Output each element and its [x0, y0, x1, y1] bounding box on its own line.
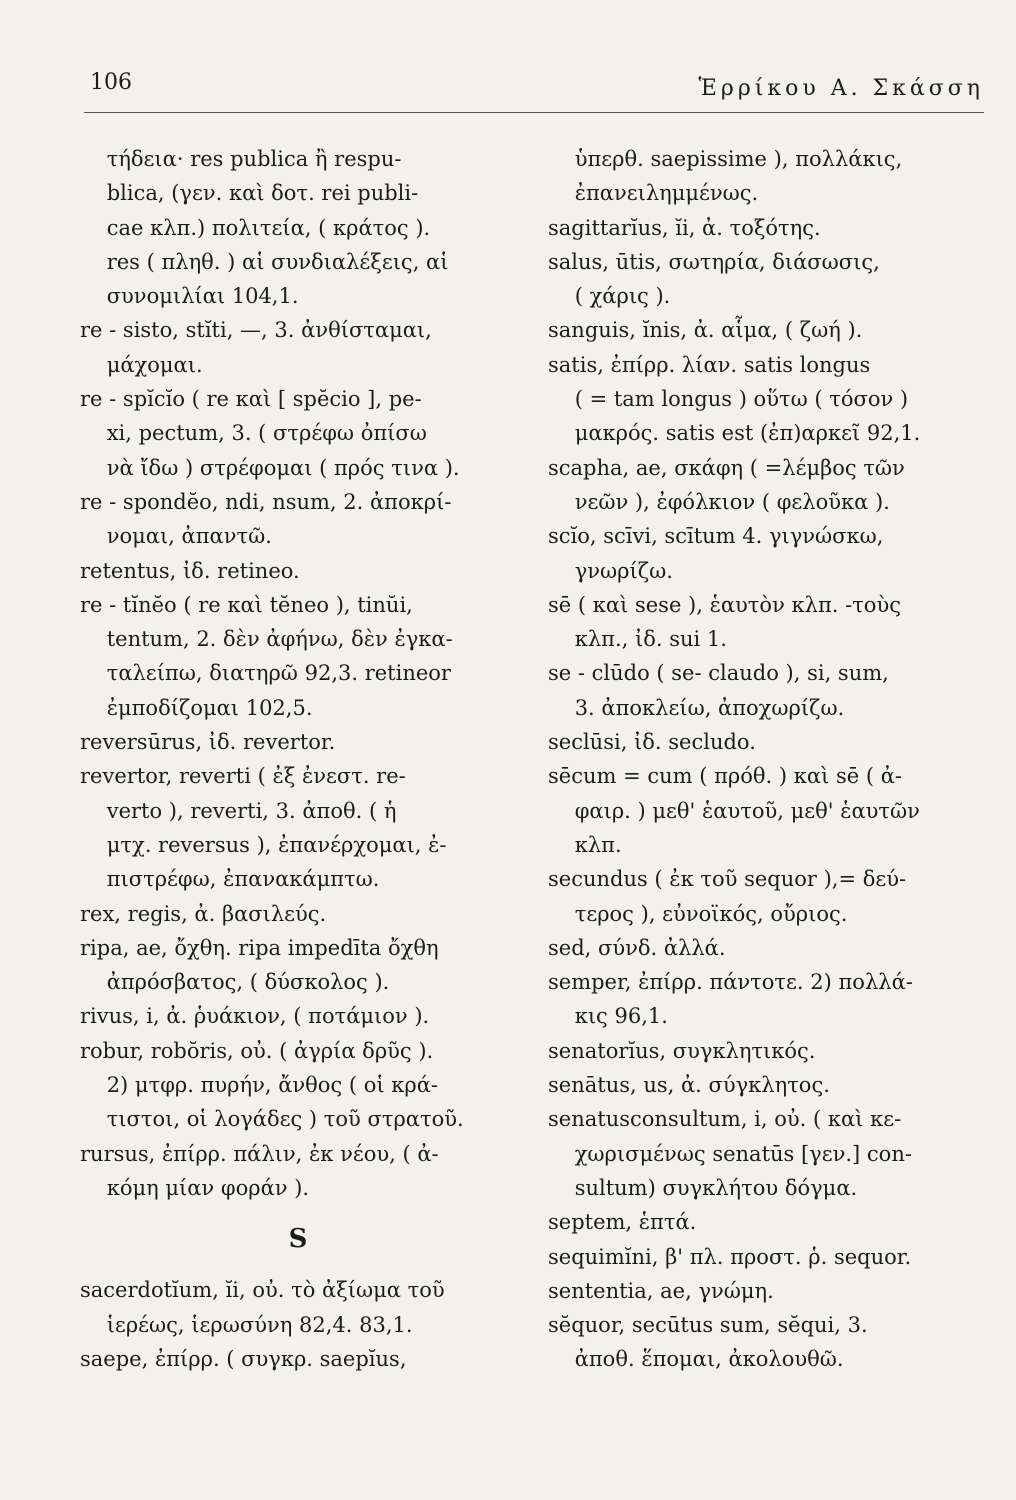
entry-line: robur, robŏris, οὐ. ( ἀγρία δρῦς ). [80, 1038, 434, 1063]
left-column [80, 142, 516, 1376]
header-rule [84, 112, 984, 113]
entry-line: μάχομαι. [80, 352, 203, 377]
entry-line: ταλείπω, διατηρῶ 92,3. retineor [80, 661, 451, 686]
entry-line: se - clūdo ( se- claudo ), si, sum, [548, 661, 889, 686]
entry-line: verto ), reverti, 3. ἀποθ. ( ἡ [80, 798, 397, 823]
entry-line: scĭo, scīvi, scītum 4. γιγνώσκω, [548, 524, 884, 549]
section-letter: S [288, 1224, 308, 1255]
entry-line: sententia, ae, γνώμη. [548, 1278, 774, 1303]
entry-line: sĕquor, secūtus sum, sĕqui, 3. [548, 1313, 868, 1338]
entry-line: τερος ), εὐνοϊκός, οὔριος. [548, 901, 848, 926]
entry-line: νεῶν ), ἐφόλκιον ( φελοῦκα ). [548, 489, 890, 514]
entry-line: sagittarĭus, ĭi, ἀ. τοξότης. [548, 215, 821, 240]
entry-line: sultum) συγκλήτου δόγμα. [548, 1175, 858, 1200]
entry-line: re - tĭnĕo ( re καὶ tĕneo ), tinŭi, [80, 592, 413, 617]
entry-line: ὑπερθ. saepissime ), πολλάκις, [548, 147, 903, 171]
entry-line: τιστοι, οἱ λογάδες ) τοῦ στρατοῦ. [80, 1107, 464, 1132]
entry-line: κλπ., ἰδ. sui 1. [548, 627, 727, 652]
entry-line: sanguis, ĭnis, ἀ. αἷμα, ( ζωή ). [548, 318, 863, 343]
entry-line: blica, (γεν. καὶ δοτ. rei publi- [80, 181, 419, 206]
entry-line: ἀποθ. ἕπομαι, ἀκολουθῶ. [548, 1347, 844, 1372]
entry-line: μακρός. satis est (ἐπ)αρκεῖ 92,1. [548, 421, 921, 446]
entry-line: re - sisto, stĭti, —, 3. ἀνθίσταμαι, [80, 318, 432, 343]
entry-line: xi, pectum, 3. ( στρέφω ὀπίσω [80, 421, 427, 446]
entry-line: revertor, reverti ( ἐξ ἐνεστ. re- [80, 764, 406, 789]
entry-line: κλπ. [548, 832, 622, 857]
entry-line: senatorĭus, συγκλητικός. [548, 1038, 816, 1063]
entry-line: ἱερέως, ἱερωσύνη 82,4. 83,1. [80, 1312, 413, 1337]
page-number: 106 [90, 70, 132, 95]
entry-line: res ( πληθ. ) αἱ συνδιαλέξεις, αἱ [80, 249, 449, 274]
entry-line: septem, ἑπτά. [548, 1210, 697, 1235]
entry-line: seclūsi, ἰδ. secludo. [548, 730, 756, 755]
entry-line: 3. ἀποκλείω, ἀποχωρίζω. [548, 695, 845, 720]
entry-line: 2) μτφρ. πυρήν, ἄνθος ( οἱ κρά- [80, 1073, 439, 1098]
entry-line: γνωρίζω. [548, 558, 673, 583]
entry-line: φαιρ. ) μεθ' ἑαυτοῦ, μεθ' ἑαυτῶν [548, 798, 920, 823]
entry-line: semper, ἐπίρρ. πάντοτε. 2) πολλά- [548, 970, 913, 995]
running-head: Ἑρρίκου Α. Σκάσση [698, 76, 984, 101]
entry-line: ἐπανειλημμένως. [548, 181, 759, 206]
entry-line: νομαι, ἀπαντῶ. [80, 524, 272, 549]
entry-line: ripa, ae, ὄχθη. ripa impedīta ὄχθη [80, 935, 439, 960]
entry-line: sequimĭni, β' πλ. προστ. ῥ. sequor. [548, 1244, 912, 1269]
entry-line: μτχ. reversus ), ἐπανέρχομαι, ἐ- [80, 832, 447, 857]
entry-line: πιστρέφω, ἐπανακάμπτω. [80, 867, 380, 892]
entry-line: cae κλπ.) πολιτεία, ( κράτος ). [80, 215, 431, 240]
entry-line: ἐμποδίζομαι 102,5. [80, 695, 313, 720]
entry-line: secundus ( ἐκ τοῦ sequor ),= δεύ- [548, 867, 907, 892]
entry-line: senatusconsultum, i, οὐ. ( καὶ κε- [548, 1107, 902, 1132]
entry-line: κις 96,1. [548, 1004, 668, 1029]
entry-line: retentus, ἰδ. retineo. [80, 558, 300, 583]
entry-line: νὰ ἴδω ) στρέφομαι ( πρός τινα ). [80, 455, 460, 480]
entry-line: συνομιλίαι 104,1. [80, 284, 299, 309]
entry-line: senātus, us, ἀ. σύγκλητος. [548, 1073, 830, 1098]
entry-line: satis, ἐπίρρ. λίαν. satis longus [548, 352, 871, 377]
entry-line: scapha, ae, σκάφη ( =λέμβος τῶν [548, 455, 905, 480]
entry-line: χωρισμένως senatūs [γεν.] con- [548, 1141, 912, 1166]
entry-line: re - spondĕo, ndi, nsum, 2. ἀποκρί- [80, 489, 452, 514]
entry-line: sēcum = cum ( πρόθ. ) καὶ sē ( ἀ- [548, 764, 902, 789]
entry-line: re - spĭcĭo ( re καὶ [ spĕcio ], pe- [80, 387, 422, 412]
entry-line: ἀπρόσβατος, ( δύσκολος ). [80, 970, 390, 995]
entry-line: reversūrus, ἰδ. revertor. [80, 730, 336, 755]
entry-line: rivus, i, ἀ. ῥυάκιον, ( ποτάμιον ). [80, 1004, 430, 1029]
entry-line: sacerdotĭum, ĭi, οὐ. τὸ ἀξίωμα τοῦ [80, 1278, 445, 1303]
entry-line: rex, regis, ἀ. βασιλεύς. [80, 901, 327, 926]
entry-line: rursus, ἐπίρρ. πάλιν, ἐκ νέου, ( ἀ- [80, 1141, 439, 1166]
entry-line: ( χάρις ). [548, 284, 671, 309]
entry-line: κόμη μίαν φοράν ). [80, 1175, 310, 1200]
right-column [548, 142, 986, 1377]
entry-line: salus, ūtis, σωτηρία, διάσωσις, [548, 249, 880, 274]
entry-line: tentum, 2. δὲν ἀφήνω, δὲν ἐγκα- [80, 627, 453, 652]
entry-line: sed, σύνδ. ἀλλά. [548, 935, 726, 960]
entry-line: τήδεια· res publica ἢ respu- [80, 147, 402, 171]
entry-line: sē ( καὶ sese ), ἑαυτὸν κλπ. -τοὺς [548, 592, 901, 617]
entry-line: ( = tam longus ) οὕτω ( τόσον ) [548, 387, 909, 412]
entry-line: saepe, ἐπίρρ. ( συγκρ. saepĭus, [80, 1346, 407, 1371]
